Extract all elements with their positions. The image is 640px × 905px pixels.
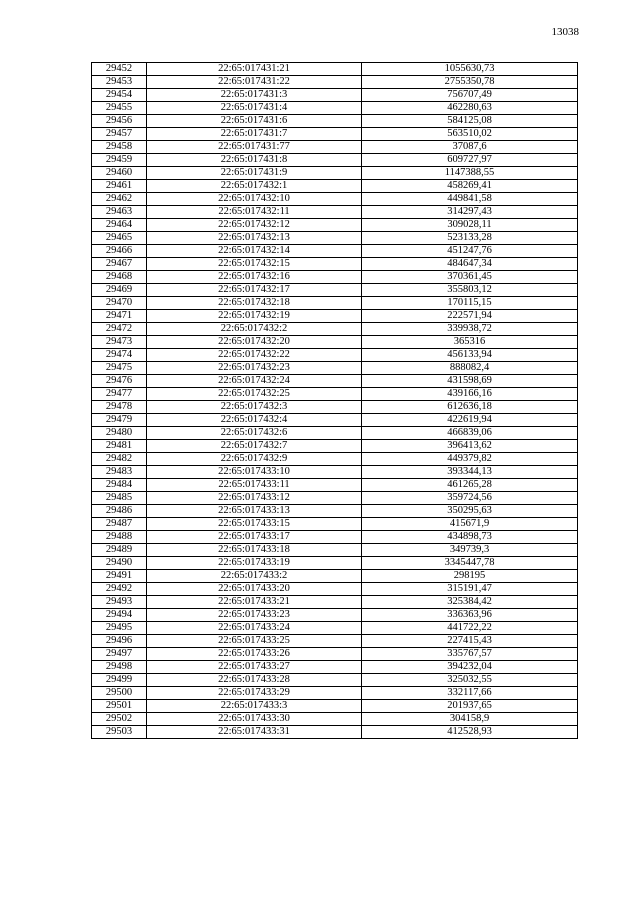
row-number-cell: 29477	[92, 388, 147, 401]
row-number-cell: 29487	[92, 518, 147, 531]
row-number-cell: 29488	[92, 531, 147, 544]
table-row	[92, 193, 578, 206]
cadastral-value-cell: 461265,28	[362, 479, 578, 492]
row-number-cell: 29481	[92, 440, 147, 453]
cadastral-number-cell: 22:65:017433:15	[147, 518, 362, 531]
table-row	[92, 687, 578, 700]
cadastral-number-cell: 22:65:017432:16	[147, 271, 362, 284]
table-row	[92, 310, 578, 323]
cadastral-value-cell: 309028,11	[362, 219, 578, 232]
cadastral-value-cell: 396413,62	[362, 440, 578, 453]
cadastral-number-cell: 22:65:017431:4	[147, 102, 362, 115]
table-row	[92, 544, 578, 557]
page-number: 13038	[551, 26, 579, 38]
cadastral-number-cell: 22:65:017433:29	[147, 687, 362, 700]
row-number-cell: 29462	[92, 193, 147, 206]
table-row	[92, 115, 578, 128]
table-row	[92, 232, 578, 245]
table-row	[92, 349, 578, 362]
cadastral-number-cell: 22:65:017433:23	[147, 609, 362, 622]
row-number-cell: 29454	[92, 89, 147, 102]
cadastral-number-cell: 22:65:017433:24	[147, 622, 362, 635]
row-number-cell: 29452	[92, 63, 147, 76]
cadastral-number-cell: 22:65:017432:12	[147, 219, 362, 232]
row-number-cell: 29492	[92, 583, 147, 596]
row-number-cell: 29461	[92, 180, 147, 193]
cadastral-value-cell: 434898,73	[362, 531, 578, 544]
table-row	[92, 713, 578, 726]
row-number-cell: 29460	[92, 167, 147, 180]
cadastral-value-cell: 336363,96	[362, 609, 578, 622]
table-row	[92, 583, 578, 596]
cadastral-value-cell: 393344,13	[362, 466, 578, 479]
cadastral-value-cell: 315191,47	[362, 583, 578, 596]
cadastral-value-cell: 222571,94	[362, 310, 578, 323]
cadastral-number-cell: 22:65:017433:25	[147, 635, 362, 648]
cadastral-value-cell: 325384,42	[362, 596, 578, 609]
cadastral-value-cell: 1055630,73	[362, 63, 578, 76]
cadastral-value-cell: 349739,3	[362, 544, 578, 557]
row-number-cell: 29501	[92, 700, 147, 713]
cadastral-value-cell: 462280,63	[362, 102, 578, 115]
table-row	[92, 492, 578, 505]
cadastral-value-cell: 37087,6	[362, 141, 578, 154]
table-row	[92, 596, 578, 609]
cadastral-value-cell: 201937,65	[362, 700, 578, 713]
table-row	[92, 726, 578, 739]
table-row	[92, 557, 578, 570]
cadastral-number-cell: 22:65:017431:22	[147, 76, 362, 89]
row-number-cell: 29470	[92, 297, 147, 310]
cadastral-value-cell: 415671,9	[362, 518, 578, 531]
cadastral-value-cell: 484647,34	[362, 258, 578, 271]
table-row	[92, 63, 578, 76]
cadastral-number-cell: 22:65:017433:13	[147, 505, 362, 518]
row-number-cell: 29495	[92, 622, 147, 635]
cadastral-number-cell: 22:65:017433:18	[147, 544, 362, 557]
table-row	[92, 427, 578, 440]
cadastral-number-cell: 22:65:017432:11	[147, 206, 362, 219]
cadastral-value-cell: 335767,57	[362, 648, 578, 661]
table-row	[92, 609, 578, 622]
cadastral-number-cell: 22:65:017432:25	[147, 388, 362, 401]
cadastral-number-cell: 22:65:017432:4	[147, 414, 362, 427]
row-number-cell: 29478	[92, 401, 147, 414]
cadastral-value-table	[91, 62, 578, 739]
cadastral-number-cell: 22:65:017433:17	[147, 531, 362, 544]
table-row	[92, 622, 578, 635]
cadastral-value-cell: 458269,41	[362, 180, 578, 193]
row-number-cell: 29490	[92, 557, 147, 570]
cadastral-number-cell: 22:65:017432:17	[147, 284, 362, 297]
table-row	[92, 388, 578, 401]
row-number-cell: 29489	[92, 544, 147, 557]
table-row	[92, 141, 578, 154]
row-number-cell: 29491	[92, 570, 147, 583]
table-row	[92, 648, 578, 661]
table-row	[92, 323, 578, 336]
cadastral-value-cell: 394232,04	[362, 661, 578, 674]
cadastral-number-cell: 22:65:017432:7	[147, 440, 362, 453]
cadastral-value-cell: 422619,94	[362, 414, 578, 427]
cadastral-value-cell: 439166,16	[362, 388, 578, 401]
row-number-cell: 29486	[92, 505, 147, 518]
cadastral-value-cell: 612636,18	[362, 401, 578, 414]
cadastral-value-cell: 365316	[362, 336, 578, 349]
cadastral-value-cell: 563510,02	[362, 128, 578, 141]
cadastral-number-cell: 22:65:017432:19	[147, 310, 362, 323]
row-number-cell: 29468	[92, 271, 147, 284]
cadastral-number-cell: 22:65:017431:77	[147, 141, 362, 154]
row-number-cell: 29471	[92, 310, 147, 323]
table-row	[92, 128, 578, 141]
cadastral-value-cell: 325032,55	[362, 674, 578, 687]
cadastral-number-cell: 22:65:017431:9	[147, 167, 362, 180]
row-number-cell: 29456	[92, 115, 147, 128]
table-row	[92, 570, 578, 583]
cadastral-value-cell: 441722,22	[362, 622, 578, 635]
row-number-cell: 29474	[92, 349, 147, 362]
row-number-cell: 29494	[92, 609, 147, 622]
row-number-cell: 29497	[92, 648, 147, 661]
row-number-cell: 29466	[92, 245, 147, 258]
table-row	[92, 167, 578, 180]
cadastral-number-cell: 22:65:017432:15	[147, 258, 362, 271]
cadastral-value-cell: 1147388,55	[362, 167, 578, 180]
row-number-cell: 29496	[92, 635, 147, 648]
cadastral-number-cell: 22:65:017432:13	[147, 232, 362, 245]
cadastral-value-cell: 359724,56	[362, 492, 578, 505]
cadastral-number-cell: 22:65:017431:3	[147, 89, 362, 102]
table-row	[92, 453, 578, 466]
cadastral-number-cell: 22:65:017433:20	[147, 583, 362, 596]
row-number-cell: 29498	[92, 661, 147, 674]
cadastral-number-cell: 22:65:017431:8	[147, 154, 362, 167]
cadastral-number-cell: 22:65:017432:9	[147, 453, 362, 466]
table-row	[92, 258, 578, 271]
table-row	[92, 635, 578, 648]
row-number-cell: 29475	[92, 362, 147, 375]
row-number-cell: 29473	[92, 336, 147, 349]
cadastral-number-cell: 22:65:017432:6	[147, 427, 362, 440]
row-number-cell: 29479	[92, 414, 147, 427]
table-row	[92, 531, 578, 544]
row-number-cell: 29483	[92, 466, 147, 479]
table-row	[92, 440, 578, 453]
row-number-cell: 29467	[92, 258, 147, 271]
cadastral-value-cell: 449379,82	[362, 453, 578, 466]
cadastral-value-cell: 314297,43	[362, 206, 578, 219]
table-row	[92, 674, 578, 687]
table-row	[92, 518, 578, 531]
cadastral-number-cell: 22:65:017433:10	[147, 466, 362, 479]
cadastral-number-cell: 22:65:017433:21	[147, 596, 362, 609]
table-body	[92, 63, 578, 739]
row-number-cell: 29459	[92, 154, 147, 167]
table-row	[92, 414, 578, 427]
cadastral-value-cell: 456133,94	[362, 349, 578, 362]
cadastral-value-cell: 227415,43	[362, 635, 578, 648]
row-number-cell: 29493	[92, 596, 147, 609]
cadastral-number-cell: 22:65:017432:14	[147, 245, 362, 258]
cadastral-number-cell: 22:65:017433:28	[147, 674, 362, 687]
table-row	[92, 661, 578, 674]
cadastral-value-cell: 412528,93	[362, 726, 578, 739]
cadastral-number-cell: 22:65:017432:20	[147, 336, 362, 349]
row-number-cell: 29464	[92, 219, 147, 232]
cadastral-number-cell: 22:65:017433:31	[147, 726, 362, 739]
cadastral-value-cell: 370361,45	[362, 271, 578, 284]
cadastral-value-cell: 451247,76	[362, 245, 578, 258]
cadastral-value-cell: 584125,08	[362, 115, 578, 128]
row-number-cell: 29502	[92, 713, 147, 726]
table-row	[92, 89, 578, 102]
row-number-cell: 29457	[92, 128, 147, 141]
cadastral-number-cell: 22:65:017433:27	[147, 661, 362, 674]
table-row	[92, 102, 578, 115]
row-number-cell: 29455	[92, 102, 147, 115]
table-row	[92, 271, 578, 284]
cadastral-value-cell: 355803,12	[362, 284, 578, 297]
cadastral-value-cell: 756707,49	[362, 89, 578, 102]
cadastral-number-cell: 22:65:017432:10	[147, 193, 362, 206]
cadastral-value-cell: 523133,28	[362, 232, 578, 245]
row-number-cell: 29499	[92, 674, 147, 687]
cadastral-number-cell: 22:65:017432:3	[147, 401, 362, 414]
row-number-cell: 29503	[92, 726, 147, 739]
cadastral-number-cell: 22:65:017432:23	[147, 362, 362, 375]
cadastral-number-cell: 22:65:017432:18	[147, 297, 362, 310]
cadastral-number-cell: 22:65:017433:3	[147, 700, 362, 713]
cadastral-number-cell: 22:65:017432:1	[147, 180, 362, 193]
table-row	[92, 375, 578, 388]
cadastral-number-cell: 22:65:017431:21	[147, 63, 362, 76]
cadastral-value-cell: 350295,63	[362, 505, 578, 518]
table-row	[92, 180, 578, 193]
row-number-cell: 29485	[92, 492, 147, 505]
row-number-cell: 29463	[92, 206, 147, 219]
table-row	[92, 245, 578, 258]
row-number-cell: 29458	[92, 141, 147, 154]
table-row	[92, 206, 578, 219]
table-row	[92, 154, 578, 167]
cadastral-value-cell: 888082,4	[362, 362, 578, 375]
cadastral-number-cell: 22:65:017432:2	[147, 323, 362, 336]
cadastral-number-cell: 22:65:017432:22	[147, 349, 362, 362]
row-number-cell: 29453	[92, 76, 147, 89]
cadastral-value-cell: 466839,06	[362, 427, 578, 440]
row-number-cell: 29472	[92, 323, 147, 336]
cadastral-number-cell: 22:65:017433:11	[147, 479, 362, 492]
cadastral-number-cell: 22:65:017433:26	[147, 648, 362, 661]
cadastral-number-cell: 22:65:017432:24	[147, 375, 362, 388]
table-row	[92, 700, 578, 713]
table-row	[92, 76, 578, 89]
cadastral-number-cell: 22:65:017431:7	[147, 128, 362, 141]
cadastral-value-cell: 304158,9	[362, 713, 578, 726]
row-number-cell: 29469	[92, 284, 147, 297]
row-number-cell: 29465	[92, 232, 147, 245]
cadastral-value-cell: 2755350,78	[362, 76, 578, 89]
row-number-cell: 29500	[92, 687, 147, 700]
cadastral-value-cell: 609727,97	[362, 154, 578, 167]
row-number-cell: 29476	[92, 375, 147, 388]
cadastral-value-cell: 449841,58	[362, 193, 578, 206]
table-row	[92, 219, 578, 232]
cadastral-value-cell: 431598,69	[362, 375, 578, 388]
table-row	[92, 505, 578, 518]
row-number-cell: 29484	[92, 479, 147, 492]
cadastral-number-cell: 22:65:017433:12	[147, 492, 362, 505]
table-row	[92, 297, 578, 310]
cadastral-value-cell: 3345447,78	[362, 557, 578, 570]
row-number-cell: 29482	[92, 453, 147, 466]
table-row	[92, 466, 578, 479]
cadastral-number-cell: 22:65:017433:19	[147, 557, 362, 570]
table-row	[92, 362, 578, 375]
table-row	[92, 479, 578, 492]
table-row	[92, 401, 578, 414]
cadastral-value-cell: 170115,15	[362, 297, 578, 310]
cadastral-value-cell: 339938,72	[362, 323, 578, 336]
row-number-cell: 29480	[92, 427, 147, 440]
cadastral-number-cell: 22:65:017433:30	[147, 713, 362, 726]
cadastral-value-cell: 298195	[362, 570, 578, 583]
table-row	[92, 336, 578, 349]
cadastral-value-cell: 332117,66	[362, 687, 578, 700]
cadastral-number-cell: 22:65:017433:2	[147, 570, 362, 583]
table-row	[92, 284, 578, 297]
cadastral-number-cell: 22:65:017431:6	[147, 115, 362, 128]
